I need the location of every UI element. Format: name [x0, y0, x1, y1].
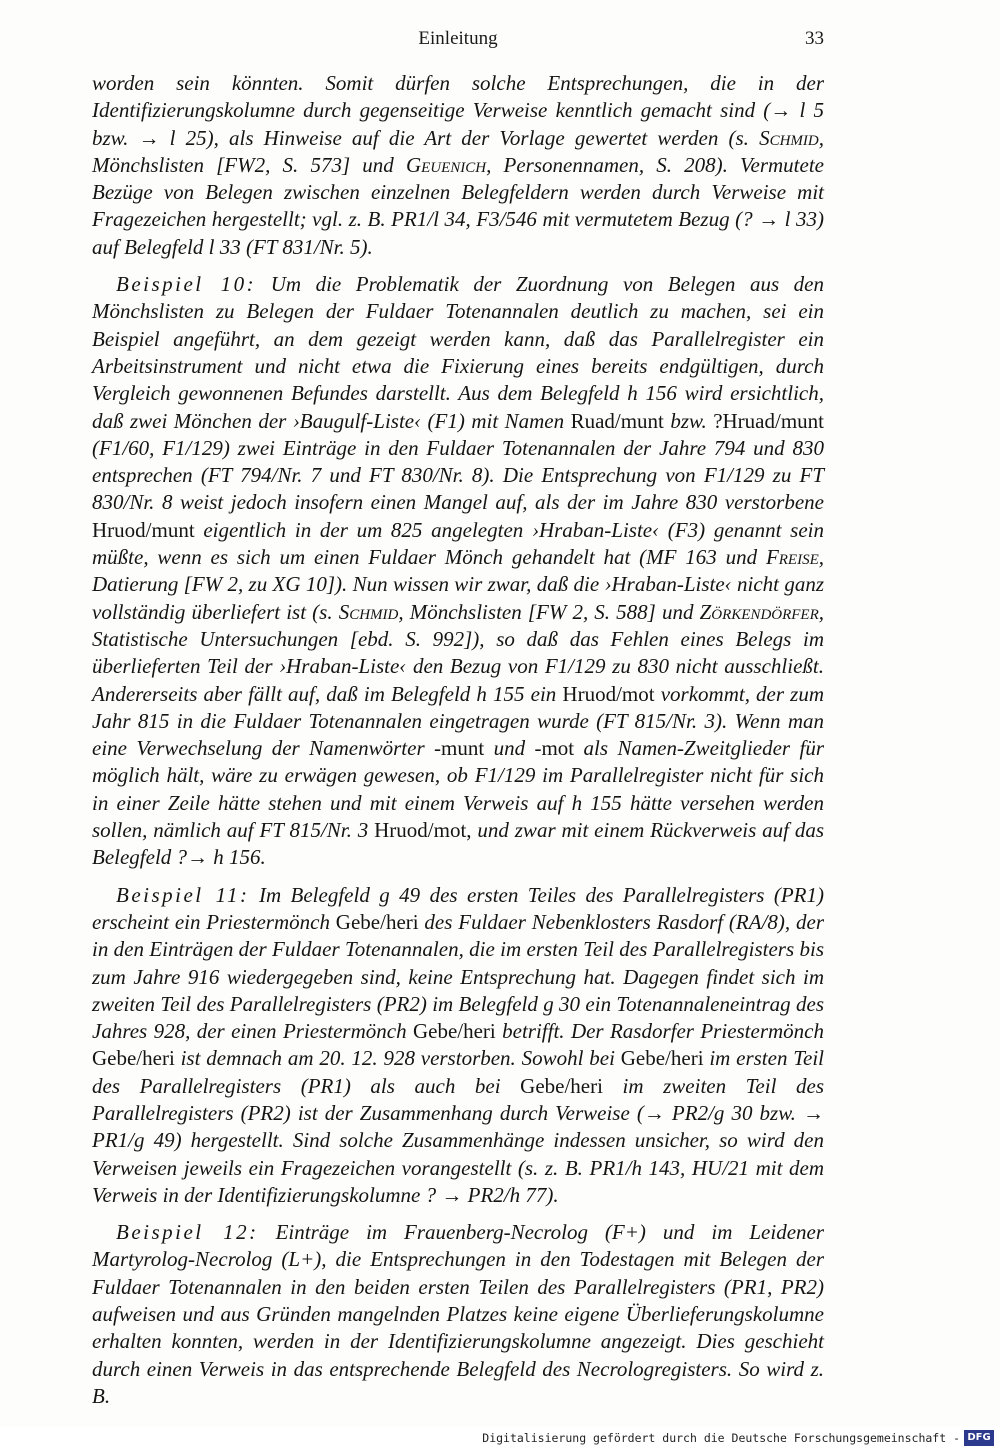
text-up: -mot: [534, 736, 575, 761]
text-run: Einträge im Frauenberg-Necrolog (F+) und im Leidener Martyrolog-Necrolog (L+), die Entsprechungen in den Todestagen mit Belegen der Fuldaer Totenannalen in den beiden ersten Teilen des Parallelregisters (PR1, PR2) aufweisen und aus Gründen mangelnden Platzes keine eigene Überlieferungskolumne erhalten konnten, werden in der Identifizierungskolumne angezeigt. Dies geschieht durch einen Verweis in das entsprechende Belegfeld des Necrologregisters. So wird z. B.: [92, 1220, 825, 1408]
paragraph-beispiel-10: [92, 271, 824, 872]
text-run: als Namen-Zweitglieder für möglich hält, wäre zu erwägen gewesen, ob F1/129 im Parallelregister nicht für sich in einer Zeile hätte stehen und mit einem Verweis auf h 155 hätte versehen werden sollen, nämlich auf FT 815/Nr. 3: [92, 736, 824, 843]
text-run: ist demnach am 20. 12. 928 verstorben. Sowohl bei: [174, 1046, 621, 1071]
text-up: Hruod/munt: [92, 517, 195, 542]
text-up: Gebe/heri: [335, 909, 419, 934]
text-run: und zwar mit einem Rückverweis auf das Belegfeld ?→ h 156.: [92, 818, 825, 870]
running-header: [92, 28, 824, 56]
text-up: Hruod/mot: [562, 681, 655, 706]
text-run: des Fuldaer Nebenklosters Rasdorf (RA/8), der in den Einträgen der Fuldaer Totenannalen, die im ersten Teil des Parallelregisters bis zum Jahre 916 wiedergegeben sind, keine Entsprechung hat. Dagegen findet sich im zweiten Teil des Parallelregisters (PR2) im Belegfeld g 30 ein Totenannaleneintrag des Jahres 928, der einen Priestermönch: [92, 909, 824, 1044]
text-up: Gebe/heri: [520, 1073, 603, 1098]
text-run: vorkommt, der zum Jahr 815 in die Fuldaer Totenannalen eingetragen wurde (FT 815/Nr. 3). Wenn man eine Verwechselung der Namenwörter: [92, 681, 825, 761]
text-run: bzw.: [663, 408, 714, 433]
text-run: (F1/60, F1/129) zwei Einträge in den Fuldaer Totenannalen der Jahre 794 und 830 entsprechen (FT 794/Nr. 7 und FT 830/Nr. 8). Die Entsprechung von F1/129 zu FT 830/Nr. 8 weist jedoch insofern einen Mangel auf, als der im Jahre 830 verstorbene: [92, 435, 824, 515]
text-run: und: [484, 736, 535, 761]
text-run: , Mönchslisten [FW 2, S. 588] und: [398, 599, 700, 624]
text-run: Um die Problematik der Zuordnung von Belegen aus den Mönchslisten zu Belegen der Fuldaer Totenannalen deutlich zu machen, sei ein Beispiel angeführt, an dem gezeigt werden kann, daß das Parallelregister ein Arbeitsinstrument und nicht etwa die Fixierung eines bereits endgültigen, durch Vergleich gewonnenen Befundes darstellt. Aus dem Belegfeld h 156 wird ersichtlich, daß zwei Mönchen der ›Baugulf-Liste‹ (F1) mit Namen: [92, 272, 824, 433]
dfg-logo: DFG: [964, 1430, 994, 1446]
text-sc: Freise: [765, 545, 819, 570]
text-spaced: Beispiel 10:: [116, 272, 257, 297]
text-run: , Datierung [FW 2, zu XG 10]). Nun wissen wir zwar, daß die ›Hraban-Liste‹ nicht ganz vollständig überliefert ist (s.: [92, 545, 824, 624]
text-sc: Schmid: [759, 125, 819, 150]
text-spaced: Beispiel 11:: [116, 882, 250, 907]
text-run: eigentlich in der um 825 angelegten ›Hraban-Liste‹ (F3) genannt sein müßte, wenn es sich um einen Fuldaer Mönch gehandelt hat (MF 163 und: [92, 517, 824, 570]
text-run: betrifft. Der Rasdorfer Priestermönch: [495, 1019, 824, 1044]
text-up: -munt: [434, 736, 485, 761]
digitization-footer: [0, 1427, 1000, 1451]
text-sc: Geuenich: [405, 152, 487, 177]
paragraph-beispiel-12: [92, 1219, 824, 1410]
text-sc: Zörkendörfer: [699, 599, 819, 624]
text-up: Gebe/heri: [412, 1019, 496, 1044]
text-run: , Mönchslisten [FW2, S. 573] und: [92, 125, 824, 177]
body-text: [92, 70, 824, 1420]
text-up: Gebe/heri: [92, 1046, 175, 1071]
page-number: 33: [805, 28, 824, 49]
paragraph-beispiel-11: [92, 882, 824, 1210]
text-up: Gebe/heri: [620, 1046, 704, 1071]
text-up: Ruad/munt: [570, 408, 664, 433]
text-spaced: Beispiel 12:: [116, 1220, 259, 1245]
footer-credit: Digitalisierung gefördert durch die Deutsche Forschungsgemeinschaft -: [482, 1431, 960, 1445]
text-run: im zweiten Teil des Parallelregisters (PR2) ist der Zusammenhang durch Verweise (→ PR2/g 30 bzw. → PR1/g 49) hergestellt. Sind solche Zusammenhänge indessen unsicher, so wird den Verweisen jeweils ein Fragezeichen vorangestellt (s. z. B. PR1/h 143, HU/21 mit dem Verweis in der Identifizierungskolumne ? → PR2/h 77).: [92, 1073, 824, 1207]
text-up: Hruod/mot,: [374, 818, 472, 843]
text-sc: Schmid: [338, 599, 399, 624]
text-up: ?Hruad/munt: [713, 408, 824, 433]
text-run: , Personennamen, S. 208). Vermutete Bezüge von Belegen zwischen einzelnen Belegfeldern werden durch Verweise mit Fragezeichen hergestellt; vgl. z. B. PR1/l 34, F3/546 mit vermutetem Bezug (? → l 33) auf Belegfeld l 33 (FT 831/Nr. 5).: [92, 152, 824, 259]
text-run: Im Belegfeld g 49 des ersten Teiles des Parallelregisters (PR1) erscheint ein Priestermönch: [92, 882, 824, 934]
text-run: , Statistische Untersuchungen [ebd. S. 992]), so daß das Fehlen eines Belegs im überlieferten Teil der ›Hraban-Liste‹ den Bezug von F1/129 zu 830 nicht ausschließt. Andererseits aber fällt auf, daß im Belegfeld h 155 ein: [92, 599, 825, 706]
text-run: im ersten Teil des Parallelregisters (PR1) als auch bei: [92, 1046, 825, 1098]
text-run: worden sein könnten. Somit dürfen solche Entsprechungen, die in der Identifizierungskolumne durch gegenseitige Verweise kenntlich gemacht sind (→ l 5 bzw. → l 25), als Hinweise auf die Art der Vorlage gewertet werden (s.: [92, 71, 824, 150]
paragraph-continuation: [92, 70, 824, 261]
running-title: Einleitung: [418, 28, 498, 49]
